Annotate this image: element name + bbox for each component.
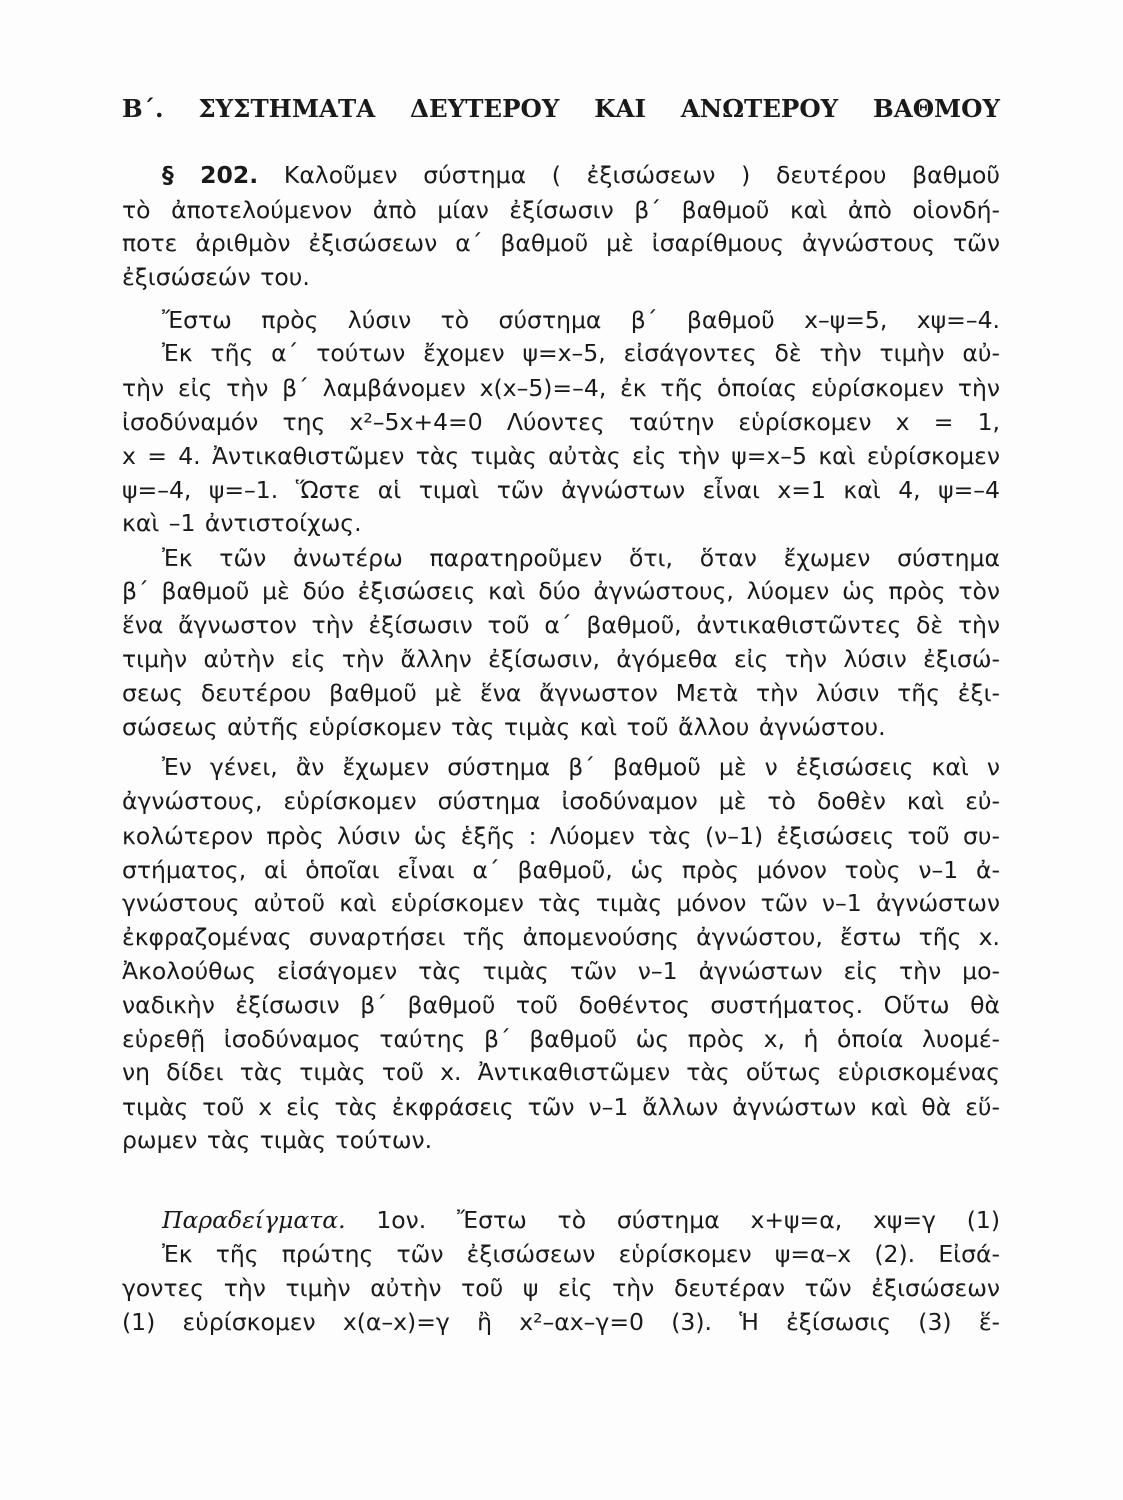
text-line: ἐκφραζομένας συναρτήσει τῆς ἀπομενούσης ἀγνώστου, ἔστω τῆς x. [122, 923, 1000, 951]
text-line: καὶ –1 ἀντιστοίχως. [122, 509, 362, 537]
text-line: τὸ ἀποτελούμενον ἀπὸ μίαν ἐξίσωσιν β΄ βαθμοῦ καὶ ἀπὸ οἱονδή- [122, 196, 1000, 224]
text-line: Ἀκολούθως εἰσάγομεν τὰς τιμὰς τῶν ν–1 ἀγνώστων εἰς τὴν μο- [122, 957, 1000, 985]
text-line: (1) εὑρίσκομεν x(α–x)=γ ἢ x²–αx–γ=0 (3). Ἡ ἐξίσωσις (3) ἕ- [122, 1308, 1000, 1336]
text-line: κολώτερον πρὸς λύσιν ὡς ἑξῆς : Λύομεν τὰς (ν–1) ἐξισώσεις τοῦ συ- [122, 822, 1000, 850]
text-line [162, 1205, 1000, 1235]
text-line: εὑρεθῇ ἰσοδύναμος ταύτης β΄ βαθμοῦ ὡς πρὸς x, ἡ ὁποία λυομέ- [122, 1025, 1000, 1053]
text-line: στήματος, αἱ ὁποῖαι εἶναι α΄ βαθμοῦ, ὡς πρὸς μόνον τοὺς ν–1 ἀ- [122, 856, 1000, 884]
text-line: ἐξισώσεών του. [122, 263, 310, 291]
text-line: Ἐκ τῆς α΄ τούτων ἔχομεν ψ=x–5, εἰσάγοντες δὲ τὴν τιμὴν αὐ- [162, 339, 1000, 367]
text-line: νη δίδει τὰς τιμὰς τοῦ x. Ἀντικαθιστῶμεν τὰς οὕτως εὑρισκομένας [122, 1058, 1000, 1086]
text-line: β΄ βαθμοῦ μὲ δύο ἐξισώσεις καὶ δύο ἀγνώστους, λύομεν ὡς πρὸς τὸν [122, 577, 1000, 605]
text-line: ψ=–4, ψ=–1. Ὥστε αἱ τιμαὶ τῶν ἀγνώστων εἶναι x=1 καὶ 4, ψ=–4 [122, 476, 1000, 504]
text-line: τιμὴν αὐτὴν εἰς τὴν ἄλλην ἐξίσωσιν, ἀγόμεθα εἰς τὴν λύσιν ἐξισώ- [122, 645, 1000, 673]
text-line: Ἐκ τῶν ἀνωτέρω παρατηροῦμεν ὅτι, ὅταν ἔχωμεν σύστημα [162, 544, 1000, 572]
text-line [162, 160, 1000, 190]
section-number: § 202. [162, 161, 259, 189]
text-line: σώσεως αὐτῆς εὑρίσκομεν τὰς τιμὰς καὶ τοῦ ἄλλου ἀγνώστου. [122, 713, 886, 741]
text-line: γνώστους αὐτοῦ καὶ εὑρίσκομεν τὰς τιμὰς μόνον τῶν ν–1 ἀγνώστων [122, 889, 1000, 917]
text-line: ποτε ἀριθμὸν ἐξισώσεων α΄ βαθμοῦ μὲ ἰσαρίθμους ἀγνώστους τῶν [122, 229, 1000, 257]
text-line: σεως δευτέρου βαθμοῦ μὲ ἕνα ἄγνωστον Μετὰ τὴν λύσιν τῆς ἐξι- [122, 679, 1000, 707]
text-line: τὴν εἰς τὴν β΄ λαμβάνομεν x(x–5)=–4, ἐκ τῆς ὁποίας εὑρίσκομεν τὴν [122, 374, 1000, 402]
text-line: x = 4. Ἀντικαθιστῶμεν τὰς τιμὰς αὐτὰς εἰς τὴν ψ=x–5 καὶ εὑρίσκομεν [122, 442, 1000, 470]
text-line: ἰσοδύναμόν της x²–5x+4=0 Λύοντες ταύτην εὑρίσκομεν x = 1, [122, 408, 1000, 436]
examples-label: Παραδείγματα. [162, 1206, 346, 1234]
text-line: ἀγνώστους, εὑρίσκομεν σύστημα ἰσοδύναμον μὲ τὸ δοθὲν καὶ εὐ- [122, 787, 1000, 815]
text-line: τιμὰς τοῦ x εἰς τὰς ἐκφράσεις τῶν ν–1 ἄλλων ἀγνώστων καὶ θὰ εὕ- [122, 1093, 1000, 1121]
text-span: 1ον. Ἔστω τὸ σύστημα x+ψ=α, xψ=γ (1) [376, 1206, 1000, 1234]
text-line: ρωμεν τὰς τιμὰς τούτων. [122, 1126, 433, 1154]
text-line: Ἐν γένει, ἂν ἔχωμεν σύστημα β΄ βαθμοῦ μὲ ν ἐξισώσεις καὶ ν [162, 753, 1000, 781]
text-span: Καλοῦμεν σύστημα ( ἐξισώσεων ) δευτέρου βαθμοῦ [283, 161, 1000, 189]
text-line: Ἔστω πρὸς λύσιν τὸ σύστημα β΄ βαθμοῦ x–ψ=5, xψ=–4. [162, 306, 1000, 334]
text-line: ἕνα ἄγνωστον τὴν ἐξίσωσιν τοῦ α΄ βαθμοῦ, ἀντικαθιστῶντες δὲ τὴν [122, 611, 1000, 639]
text-line: γοντες τὴν τιμὴν αὐτὴν τοῦ ψ εἰς τὴν δευτέραν τῶν ἐξισώσεων [122, 1274, 1000, 1302]
section-heading: Β΄. ΣΥΣΤΗΜΑΤΑ ΔΕΥΤΕΡΟΥ ΚΑΙ ΑΝΩΤΕΡΟΥ ΒΑΘΜΟΥ [122, 94, 1000, 123]
text-line: ναδικὴν ἐξίσωσιν β΄ βαθμοῦ τοῦ δοθέντος συστήματος. Οὕτω θὰ [122, 991, 1000, 1019]
text-line: Ἐκ τῆς πρώτης τῶν ἐξισώσεων εὑρίσκομεν ψ=α–x (2). Εἰσά- [162, 1240, 1000, 1268]
